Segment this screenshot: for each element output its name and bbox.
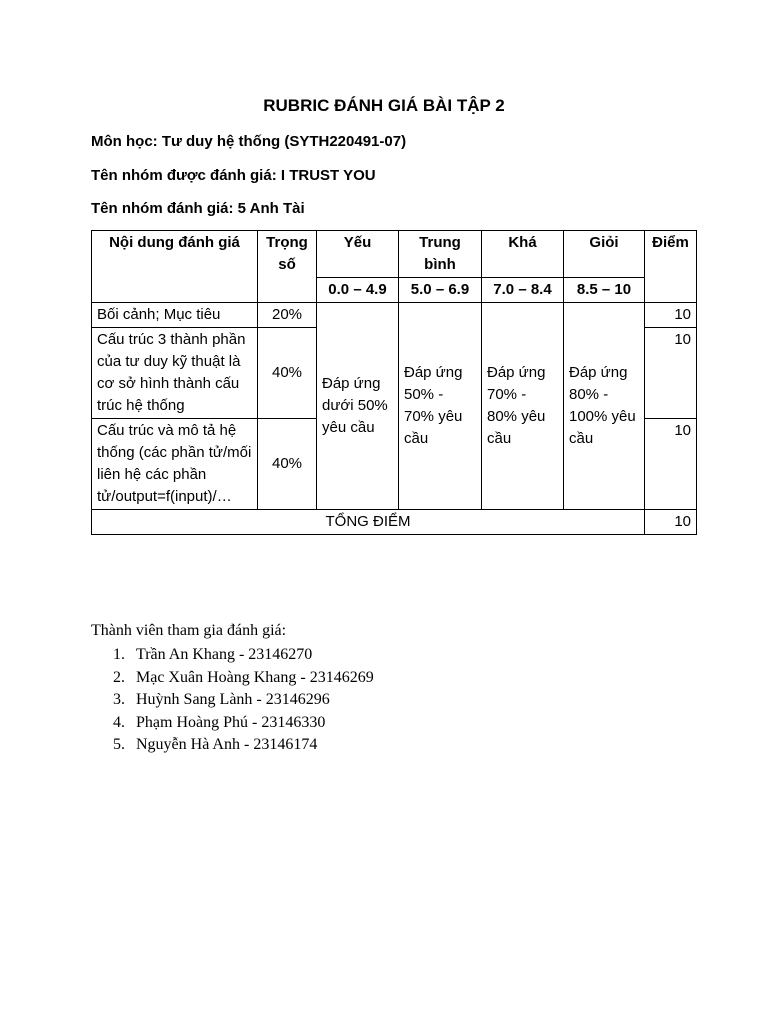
row-weight: 20% — [258, 303, 317, 328]
row-content: Bối cảnh; Mục tiêu — [92, 303, 258, 328]
course-line: Môn học: Tư duy hệ thống (SYTH220491-07) — [91, 133, 407, 150]
list-item: 4. Phạm Hoàng Phú - 23146330 — [113, 713, 326, 731]
members-label: Thành viên tham gia đánh giá: — [91, 622, 287, 639]
range-weak: 0.0 – 4.9 — [317, 278, 399, 303]
row-weight: 40% — [258, 419, 317, 510]
header-weight: Trọng số — [258, 231, 317, 303]
member-name: Mạc Xuân Hoàng Khang - 23146269 — [136, 668, 374, 686]
rubric-table — [91, 230, 697, 535]
list-item: 3. Huỳnh Sang Lành - 23146296 — [113, 691, 330, 708]
list-item: 5. Nguyễn Hà Anh - 23146174 — [113, 736, 318, 753]
range-average: 5.0 – 6.9 — [399, 278, 482, 303]
member-name: Trần An Khang - 23146270 — [136, 646, 313, 663]
row-weight: 40% — [258, 328, 317, 419]
range-good: 7.0 – 8.4 — [482, 278, 564, 303]
list-item: 2. Mạc Xuân Hoàng Khang - 23146269 — [113, 668, 374, 686]
row-content: Cấu trúc và mô tả hệ thống (các phần tử/mối liên hệ các phần tử/output=f(input)/… — [92, 419, 258, 510]
criteria-excellent: Đáp ứng 80% - 100% yêu cầu — [564, 303, 645, 510]
criteria-good: Đáp ứng 70% - 80% yêu cầu — [482, 303, 564, 510]
total-score: 10 — [645, 510, 697, 535]
member-name: Huỳnh Sang Lành - 23146296 — [136, 691, 330, 708]
header-average: Trung bình — [399, 231, 482, 278]
row-content: Cấu trúc 3 thành phần của tư duy kỹ thuật là cơ sở hình thành cấu trúc hệ thống — [92, 328, 258, 419]
header-good: Khá — [482, 231, 564, 278]
row-score: 10 — [645, 303, 697, 328]
header-content: Nội dung đánh giá — [92, 231, 258, 303]
header-score: Điểm — [645, 231, 697, 303]
header-weak: Yếu — [317, 231, 399, 278]
member-name: Phạm Hoàng Phú - 23146330 — [136, 713, 326, 731]
members-list — [91, 644, 374, 757]
total-row — [92, 510, 697, 535]
criteria-weak: Đáp ứng dưới 50% yêu cầu — [317, 303, 399, 510]
table-row — [92, 303, 697, 328]
criteria-average: Đáp ứng 50% - 70% yêu cầu — [399, 303, 482, 510]
list-item: 1. Trần An Khang - 23146270 — [113, 646, 313, 663]
evaluated-group-line: Tên nhóm được đánh giá: I TRUST YOU — [91, 167, 376, 184]
row-score: 10 — [645, 328, 697, 419]
evaluating-group-line: Tên nhóm đánh giá: 5 Anh Tài — [91, 200, 305, 217]
header-excellent: Giỏi — [564, 231, 645, 278]
member-name: Nguyễn Hà Anh - 23146174 — [136, 736, 318, 753]
range-excellent: 8.5 – 10 — [564, 278, 645, 303]
total-label: TỔNG ĐIỂM — [92, 510, 645, 535]
table-header-row — [92, 231, 697, 278]
document-title: RUBRIC ĐÁNH GIÁ BÀI TẬP 2 — [263, 96, 505, 115]
row-score: 10 — [645, 419, 697, 510]
